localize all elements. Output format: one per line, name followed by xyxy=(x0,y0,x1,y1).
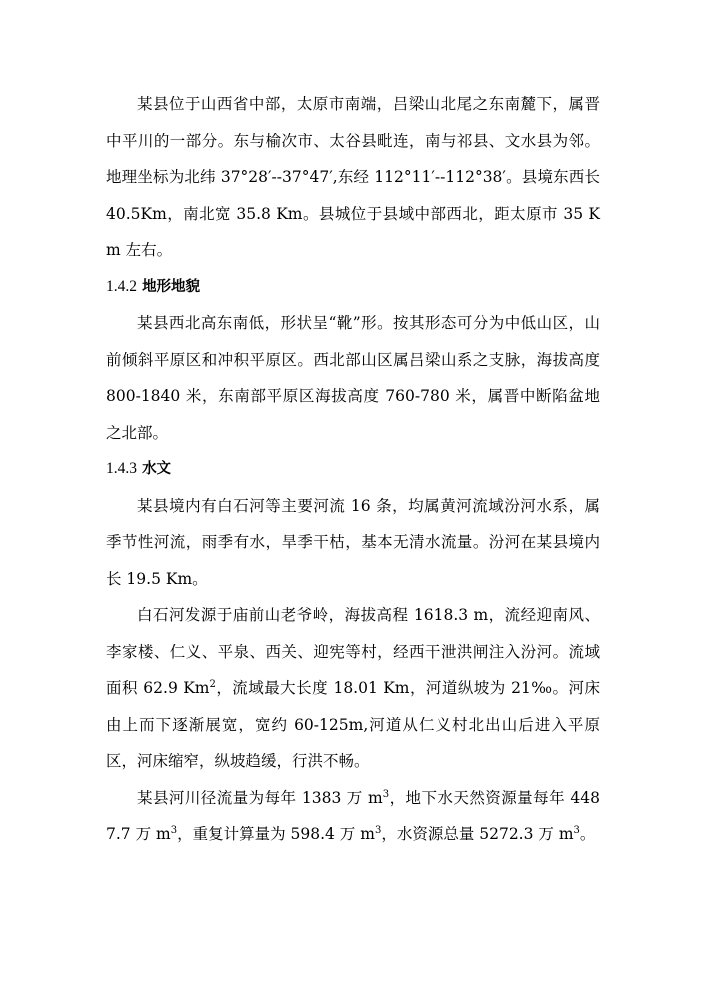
superscript: 3 xyxy=(374,825,382,836)
section-title: 水文 xyxy=(142,461,172,477)
paragraph-baishi-river xyxy=(106,597,600,780)
paragraph-location: 某县位于山西省中部，太原市南端，吕梁山北尾之东南麓下，属晋中平川的一部分。东与榆次市、太谷县毗连，南与祁县、文水县为邻。地理坐标为北纬 37°28′--37°47′,东经 112°11′--112°38′。县境东西长 40.5Km，南北宽 35.8 Km。县城位于县域中部西北，距太原市 35 Km 左右。 xyxy=(106,95,600,259)
paragraph-rivers: 某县境内有白石河等主要河流 16 条，均属黄河流域汾河水系，属季节性河流，雨季有水，旱季干枯，基本无清水流量。汾河在某县境内长 19.5 Km。 xyxy=(106,496,600,588)
paragraph-water-resources xyxy=(106,780,600,853)
text-run: 。 xyxy=(579,825,596,843)
text-run: ，水资源总量 5272.3 万 m xyxy=(381,825,574,843)
paragraph-terrain: 某县西北高东南低，形状呈“靴”形。按其形态可分为中低山区，山前倾斜平原区和冲积平原区。西北部山区属吕梁山系之支脉，海拔高度 800-1840 米，东南部平原区海拔高度 760-780 米，属晋中断陷盆地之北部。 xyxy=(106,314,600,442)
section-heading-terrain xyxy=(106,269,600,306)
text-run: ，地下水天然资源量每年 4487.7 万 m xyxy=(106,788,600,843)
document-page xyxy=(106,86,600,853)
text-run: 白石河发源于庙前山老爷岭，海拔高程 1618.3 m，流经迎南风、李家楼、仁义、平泉、西关、迎宪等村，经西干泄洪闸注入汾河。流域面积 62.9 Km xyxy=(106,606,600,697)
text-run: 某县河川径流量为每年 1383 万 m xyxy=(137,788,383,807)
superscript: 3 xyxy=(573,825,580,836)
superscript: 2 xyxy=(209,679,216,690)
section-number: 1.4.3 xyxy=(106,460,137,477)
superscript: 3 xyxy=(170,825,178,836)
section-title: 地形地貌 xyxy=(142,278,201,295)
text-run: ，流域最大长度 18.01 Km，河道纵坡为 21‰。河床由上而下逐渐展宽，宽约 60-125m,河道从仁义村北出山后进入平原区，河床缩窄，纵坡趋缓，行洪不畅。 xyxy=(106,679,600,770)
superscript: 3 xyxy=(382,788,390,800)
section-heading-hydrology xyxy=(106,451,600,488)
text-run: ，重复计算量为 598.4 万 m xyxy=(177,825,375,843)
section-number: 1.4.2 xyxy=(106,277,137,295)
